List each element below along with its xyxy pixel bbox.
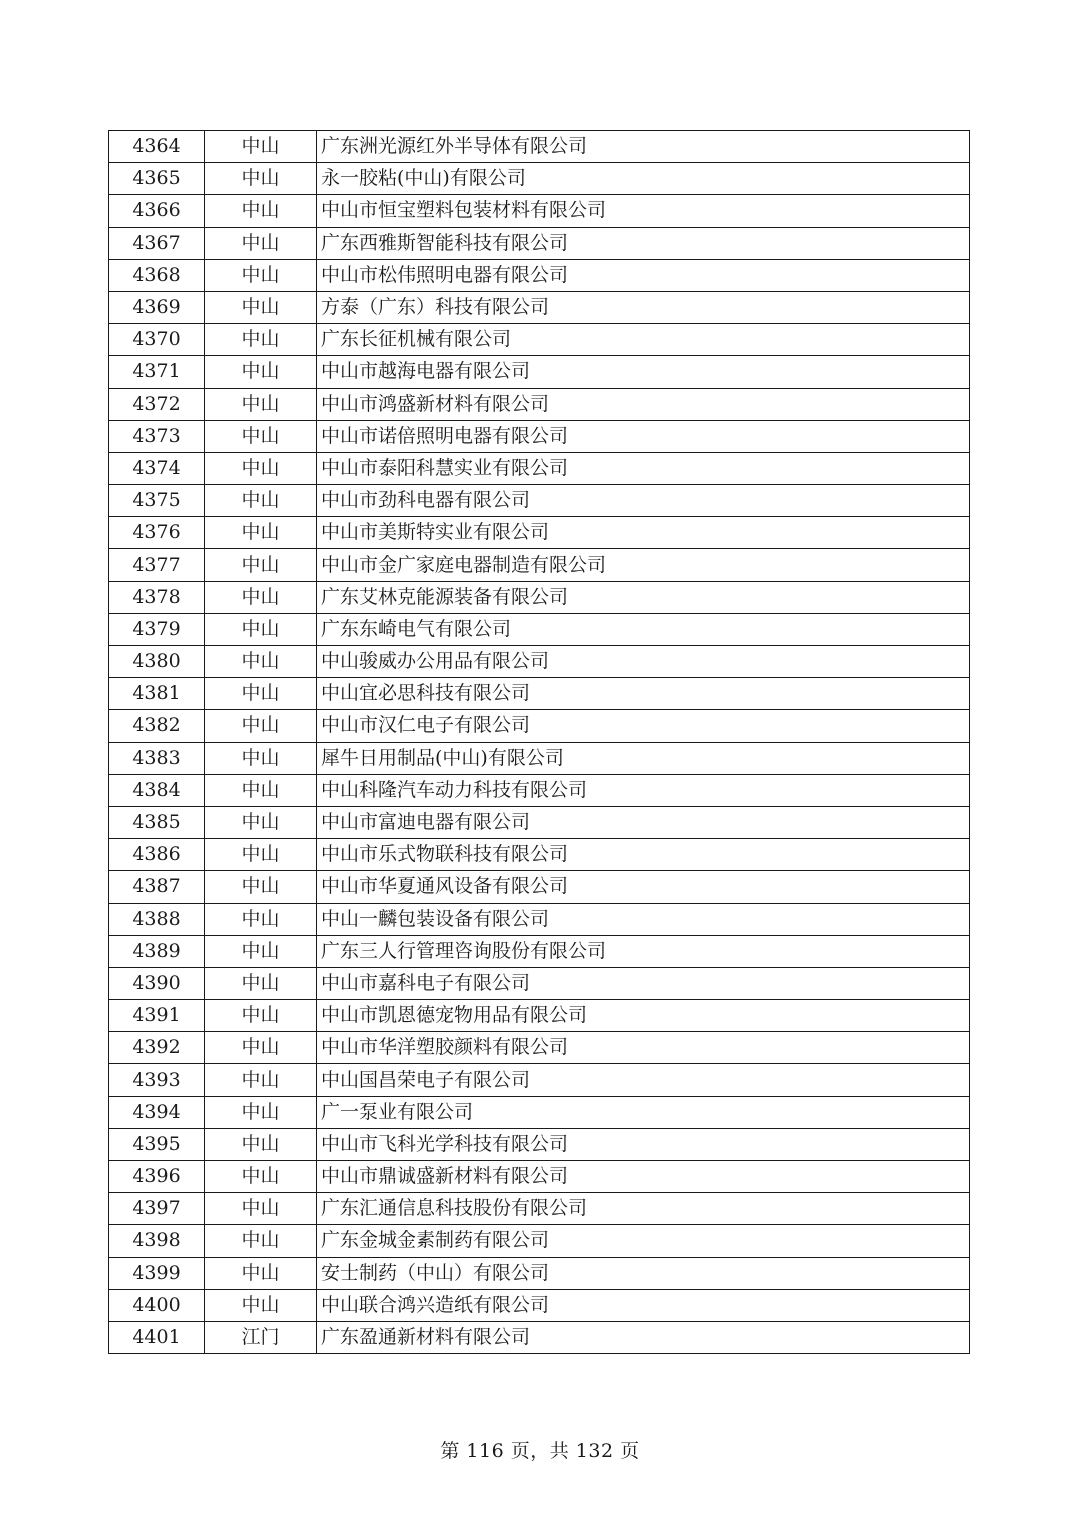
table-row xyxy=(109,806,970,838)
city-cell: 中山 xyxy=(205,1257,317,1289)
company-name-cell: 中山市华夏通风设备有限公司 xyxy=(317,871,970,903)
city-cell: 中山 xyxy=(205,1000,317,1032)
row-number-cell: 4368 xyxy=(109,259,205,291)
row-number-cell: 4401 xyxy=(109,1321,205,1353)
city-cell: 中山 xyxy=(205,227,317,259)
table-row xyxy=(109,742,970,774)
table-row xyxy=(109,324,970,356)
company-name-cell: 中山市凯恩德宠物用品有限公司 xyxy=(317,1000,970,1032)
city-cell: 中山 xyxy=(205,903,317,935)
row-number-cell: 4398 xyxy=(109,1225,205,1257)
row-number-cell: 4386 xyxy=(109,839,205,871)
table-row xyxy=(109,291,970,323)
row-number-cell: 4376 xyxy=(109,517,205,549)
city-cell: 中山 xyxy=(205,356,317,388)
company-name-cell: 广东汇通信息科技股份有限公司 xyxy=(317,1193,970,1225)
table-row xyxy=(109,1161,970,1193)
city-cell: 中山 xyxy=(205,774,317,806)
row-number-cell: 4370 xyxy=(109,324,205,356)
table-row xyxy=(109,131,970,163)
table-row xyxy=(109,1128,970,1160)
row-number-cell: 4393 xyxy=(109,1064,205,1096)
row-number-cell: 4371 xyxy=(109,356,205,388)
city-cell: 中山 xyxy=(205,678,317,710)
company-name-cell: 中山市飞科光学科技有限公司 xyxy=(317,1128,970,1160)
table-row xyxy=(109,871,970,903)
city-cell: 中山 xyxy=(205,710,317,742)
table-row xyxy=(109,774,970,806)
row-number-cell: 4383 xyxy=(109,742,205,774)
row-number-cell: 4396 xyxy=(109,1161,205,1193)
company-name-cell: 广东金城金素制药有限公司 xyxy=(317,1225,970,1257)
row-number-cell: 4385 xyxy=(109,806,205,838)
company-name-cell: 中山市松伟照明电器有限公司 xyxy=(317,259,970,291)
city-cell: 中山 xyxy=(205,967,317,999)
company-name-cell: 中山市富迪电器有限公司 xyxy=(317,806,970,838)
table-row xyxy=(109,839,970,871)
row-number-cell: 4372 xyxy=(109,388,205,420)
company-name-cell: 方泰（广东）科技有限公司 xyxy=(317,291,970,323)
company-name-cell: 中山市金广家庭电器制造有限公司 xyxy=(317,549,970,581)
row-number-cell: 4366 xyxy=(109,195,205,227)
table-row xyxy=(109,967,970,999)
row-number-cell: 4395 xyxy=(109,1128,205,1160)
table-row xyxy=(109,1096,970,1128)
row-number-cell: 4399 xyxy=(109,1257,205,1289)
city-cell: 中山 xyxy=(205,549,317,581)
table-row xyxy=(109,646,970,678)
city-cell: 中山 xyxy=(205,839,317,871)
table-row xyxy=(109,1257,970,1289)
city-cell: 中山 xyxy=(205,1096,317,1128)
table-row xyxy=(109,163,970,195)
company-name-cell: 中山国昌荣电子有限公司 xyxy=(317,1064,970,1096)
city-cell: 中山 xyxy=(205,1064,317,1096)
company-name-cell: 中山市嘉科电子有限公司 xyxy=(317,967,970,999)
row-number-cell: 4392 xyxy=(109,1032,205,1064)
company-name-cell: 中山市劲科电器有限公司 xyxy=(317,485,970,517)
table-row xyxy=(109,420,970,452)
company-name-cell: 广东东崎电气有限公司 xyxy=(317,613,970,645)
company-name-cell: 中山宜必思科技有限公司 xyxy=(317,678,970,710)
row-number-cell: 4381 xyxy=(109,678,205,710)
row-number-cell: 4391 xyxy=(109,1000,205,1032)
table-row xyxy=(109,227,970,259)
table-row xyxy=(109,259,970,291)
row-number-cell: 4364 xyxy=(109,131,205,163)
page-number-footer: 第 116 页，共 132 页 xyxy=(440,1440,640,1462)
company-name-cell: 犀牛日用制品(中山)有限公司 xyxy=(317,742,970,774)
table-row xyxy=(109,388,970,420)
company-name-cell: 广东西雅斯智能科技有限公司 xyxy=(317,227,970,259)
city-cell: 中山 xyxy=(205,131,317,163)
company-name-cell: 广东艾林克能源装备有限公司 xyxy=(317,581,970,613)
company-name-cell: 中山市汉仁电子有限公司 xyxy=(317,710,970,742)
table-row xyxy=(109,1225,970,1257)
row-number-cell: 4394 xyxy=(109,1096,205,1128)
company-name-cell: 广东三人行管理咨询股份有限公司 xyxy=(317,935,970,967)
company-name-cell: 中山一麟包装设备有限公司 xyxy=(317,903,970,935)
city-cell: 中山 xyxy=(205,871,317,903)
city-cell: 中山 xyxy=(205,1032,317,1064)
company-name-cell: 中山市乐式物联科技有限公司 xyxy=(317,839,970,871)
city-cell: 中山 xyxy=(205,1225,317,1257)
row-number-cell: 4379 xyxy=(109,613,205,645)
table-row xyxy=(109,485,970,517)
company-name-cell: 中山市华洋塑胶颜料有限公司 xyxy=(317,1032,970,1064)
city-cell: 中山 xyxy=(205,517,317,549)
row-number-cell: 4388 xyxy=(109,903,205,935)
company-name-cell: 广一泵业有限公司 xyxy=(317,1096,970,1128)
company-name-cell: 安士制药（中山）有限公司 xyxy=(317,1257,970,1289)
row-number-cell: 4369 xyxy=(109,291,205,323)
company-name-cell: 中山市泰阳科慧实业有限公司 xyxy=(317,452,970,484)
company-name-cell: 广东长征机械有限公司 xyxy=(317,324,970,356)
company-name-cell: 中山科隆汽车动力科技有限公司 xyxy=(317,774,970,806)
company-name-cell: 中山联合鸿兴造纸有限公司 xyxy=(317,1289,970,1321)
city-cell: 中山 xyxy=(205,259,317,291)
city-cell: 中山 xyxy=(205,935,317,967)
table-row xyxy=(109,1064,970,1096)
city-cell: 中山 xyxy=(205,195,317,227)
table-body xyxy=(109,131,970,1354)
row-number-cell: 4365 xyxy=(109,163,205,195)
company-name-cell: 广东盈通新材料有限公司 xyxy=(317,1321,970,1353)
city-cell: 中山 xyxy=(205,388,317,420)
table-row xyxy=(109,452,970,484)
city-cell: 中山 xyxy=(205,806,317,838)
city-cell: 中山 xyxy=(205,1128,317,1160)
city-cell: 中山 xyxy=(205,163,317,195)
table-row xyxy=(109,1032,970,1064)
company-name-cell: 中山骏威办公用品有限公司 xyxy=(317,646,970,678)
table-row xyxy=(109,549,970,581)
table-row xyxy=(109,710,970,742)
company-name-cell: 中山市鼎诚盛新材料有限公司 xyxy=(317,1161,970,1193)
table-row xyxy=(109,613,970,645)
company-name-cell: 广东洲光源红外半导体有限公司 xyxy=(317,131,970,163)
row-number-cell: 4377 xyxy=(109,549,205,581)
table-row xyxy=(109,935,970,967)
table-row xyxy=(109,1193,970,1225)
city-cell: 中山 xyxy=(205,485,317,517)
city-cell: 中山 xyxy=(205,613,317,645)
row-number-cell: 4378 xyxy=(109,581,205,613)
company-name-cell: 中山市越海电器有限公司 xyxy=(317,356,970,388)
table-row xyxy=(109,195,970,227)
table-row xyxy=(109,356,970,388)
row-number-cell: 4375 xyxy=(109,485,205,517)
company-name-cell: 中山市鸿盛新材料有限公司 xyxy=(317,388,970,420)
company-list-table xyxy=(108,130,970,1354)
company-name-cell: 中山市恒宝塑料包装材料有限公司 xyxy=(317,195,970,227)
row-number-cell: 4380 xyxy=(109,646,205,678)
city-cell: 中山 xyxy=(205,1193,317,1225)
table-row xyxy=(109,678,970,710)
city-cell: 中山 xyxy=(205,646,317,678)
row-number-cell: 4397 xyxy=(109,1193,205,1225)
row-number-cell: 4389 xyxy=(109,935,205,967)
table-row xyxy=(109,1000,970,1032)
row-number-cell: 4387 xyxy=(109,871,205,903)
city-cell: 中山 xyxy=(205,420,317,452)
row-number-cell: 4382 xyxy=(109,710,205,742)
city-cell: 中山 xyxy=(205,581,317,613)
row-number-cell: 4367 xyxy=(109,227,205,259)
row-number-cell: 4390 xyxy=(109,967,205,999)
table-row xyxy=(109,581,970,613)
table-row xyxy=(109,1321,970,1353)
company-name-cell: 中山市诺倍照明电器有限公司 xyxy=(317,420,970,452)
row-number-cell: 4384 xyxy=(109,774,205,806)
city-cell: 中山 xyxy=(205,324,317,356)
table-row xyxy=(109,517,970,549)
row-number-cell: 4374 xyxy=(109,452,205,484)
company-name-cell: 永一胶粘(中山)有限公司 xyxy=(317,163,970,195)
city-cell: 江门 xyxy=(205,1321,317,1353)
city-cell: 中山 xyxy=(205,742,317,774)
row-number-cell: 4373 xyxy=(109,420,205,452)
city-cell: 中山 xyxy=(205,452,317,484)
company-name-cell: 中山市美斯特实业有限公司 xyxy=(317,517,970,549)
city-cell: 中山 xyxy=(205,291,317,323)
city-cell: 中山 xyxy=(205,1289,317,1321)
table-row xyxy=(109,903,970,935)
table-row xyxy=(109,1289,970,1321)
row-number-cell: 4400 xyxy=(109,1289,205,1321)
city-cell: 中山 xyxy=(205,1161,317,1193)
